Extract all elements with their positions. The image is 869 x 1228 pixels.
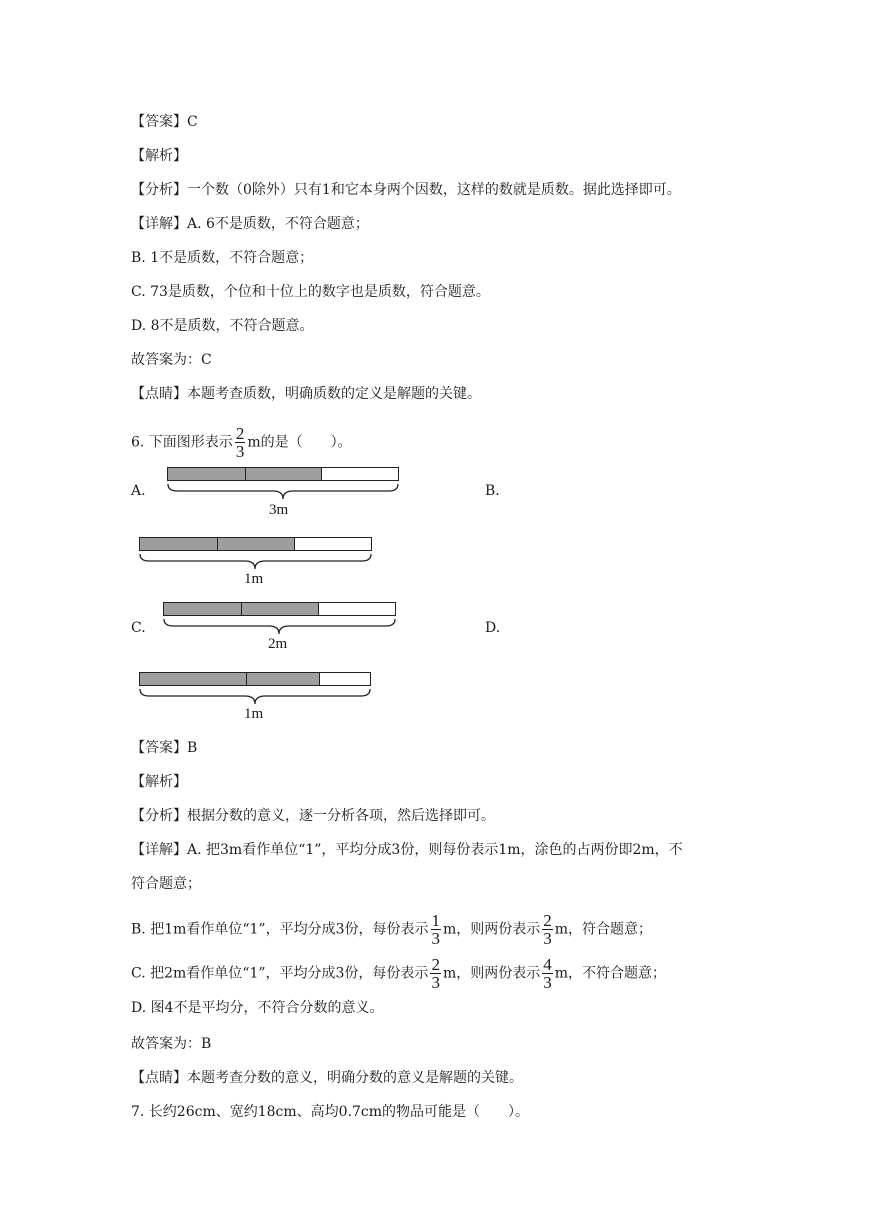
- option-b-brace-icon: [139, 553, 372, 571]
- q6-option-b-explain: B. 把1m看作单位“1”，平均分成3份，每份表示 $\frac{1}{3}$ m，则两份表示 $\frac{2}{3}$ m，符合题意；: [131, 911, 653, 948]
- q6-analysis-label: 【解析】: [131, 774, 187, 790]
- option-d-total: 1m: [244, 706, 264, 722]
- option-c-total: 2m: [268, 636, 288, 652]
- bar-segment-shaded: [164, 603, 241, 615]
- q5-answer: 【答案】C: [131, 114, 198, 130]
- q6-option-d-explain: D. 图4不是平均分，不符合分数的意义。: [131, 1000, 384, 1016]
- option-c-label: C.: [131, 620, 146, 636]
- fraction: $\frac{4}{3}$: [543, 955, 552, 992]
- option-d-brace-icon: [139, 688, 371, 706]
- bar-segment-shaded: [217, 538, 294, 550]
- option-d-bar: [139, 672, 371, 686]
- fraction: $\frac{2}{3}$: [431, 955, 440, 992]
- option-b-label: B.: [485, 483, 500, 499]
- q5-option-d: D. 8不是质数，不符合题意。: [131, 318, 314, 334]
- q6-dianjing: 【点睛】本题考查分数的意义，明确分数的意义是解题的关键。: [131, 1070, 523, 1086]
- bar-segment-shaded: [140, 673, 246, 685]
- q6-xiangjie-line1: 【详解】A. 把3m看作单位“1”，平均分成3份，则每份表示1m，涂色的占两份即2m，不: [131, 842, 683, 858]
- q6-answer: 【答案】B: [131, 740, 198, 756]
- fraction: $\frac{2}{3}$: [235, 424, 245, 461]
- bar-segment-empty: [319, 673, 370, 685]
- q5-analysis-label: 【解析】: [131, 148, 187, 164]
- q6-fenxi: 【分析】根据分数的意义，逐一分析各项，然后选择即可。: [131, 808, 495, 824]
- fraction: $\frac{2}{3}$: [543, 911, 552, 948]
- option-a-label: A.: [131, 483, 146, 499]
- q7-stem: 7. 长约26cm、宽约18cm、高均0.7cm的物品可能是（ ）。: [131, 1104, 530, 1120]
- bar-segment-shaded: [246, 673, 320, 685]
- q5-option-c: C. 73是质数，个位和十位上的数字也是质数，符合题意。: [131, 284, 490, 300]
- q6-option-c-explain: C. 把2m看作单位“1”，平均分成3份，每份表示 $\frac{2}{3}$ m，则两份表示 $\frac{4}{3}$ m，不符合题意；: [131, 955, 666, 992]
- bar-segment-empty: [318, 603, 395, 615]
- bar-segment-shaded: [140, 538, 217, 550]
- bar-segment-empty: [321, 468, 398, 480]
- q5-dianjing: 【点睛】本题考查质数，明确质数的定义是解题的关键。: [131, 386, 481, 402]
- q6-xiangjie-line2: 符合题意；: [131, 876, 201, 892]
- fraction: $\frac{1}{3}$: [431, 911, 440, 948]
- q6-stem: 6. 下面图形表示 $\frac{2}{3}$ m的是（ ）。: [131, 424, 352, 461]
- bar-segment-shaded: [245, 468, 322, 480]
- option-d-label: D.: [485, 620, 501, 636]
- option-a-brace-icon: [167, 483, 399, 501]
- q5-xiangjie: 【详解】A. 6不是质数，不符合题意；: [131, 216, 369, 232]
- option-c-bar: [163, 602, 396, 616]
- bar-segment-shaded: [241, 603, 318, 615]
- option-b-total: 1m: [244, 571, 264, 587]
- q6-final-answer: 故答案为：B: [131, 1036, 212, 1052]
- q5-fenxi: 【分析】一个数（0除外）只有1和它本身两个因数，这样的数就是质数。据此选择即可。: [131, 182, 681, 198]
- q5-option-b: B. 1不是质数，不符合题意；: [131, 250, 314, 266]
- option-c-brace-icon: [163, 618, 396, 636]
- bar-segment-empty: [294, 538, 371, 550]
- option-b-bar: [139, 537, 372, 551]
- bar-segment-shaded: [168, 468, 245, 480]
- q5-final-answer: 故答案为：C: [131, 352, 212, 368]
- option-a-bar: [167, 467, 399, 481]
- option-a-total: 3m: [269, 502, 289, 518]
